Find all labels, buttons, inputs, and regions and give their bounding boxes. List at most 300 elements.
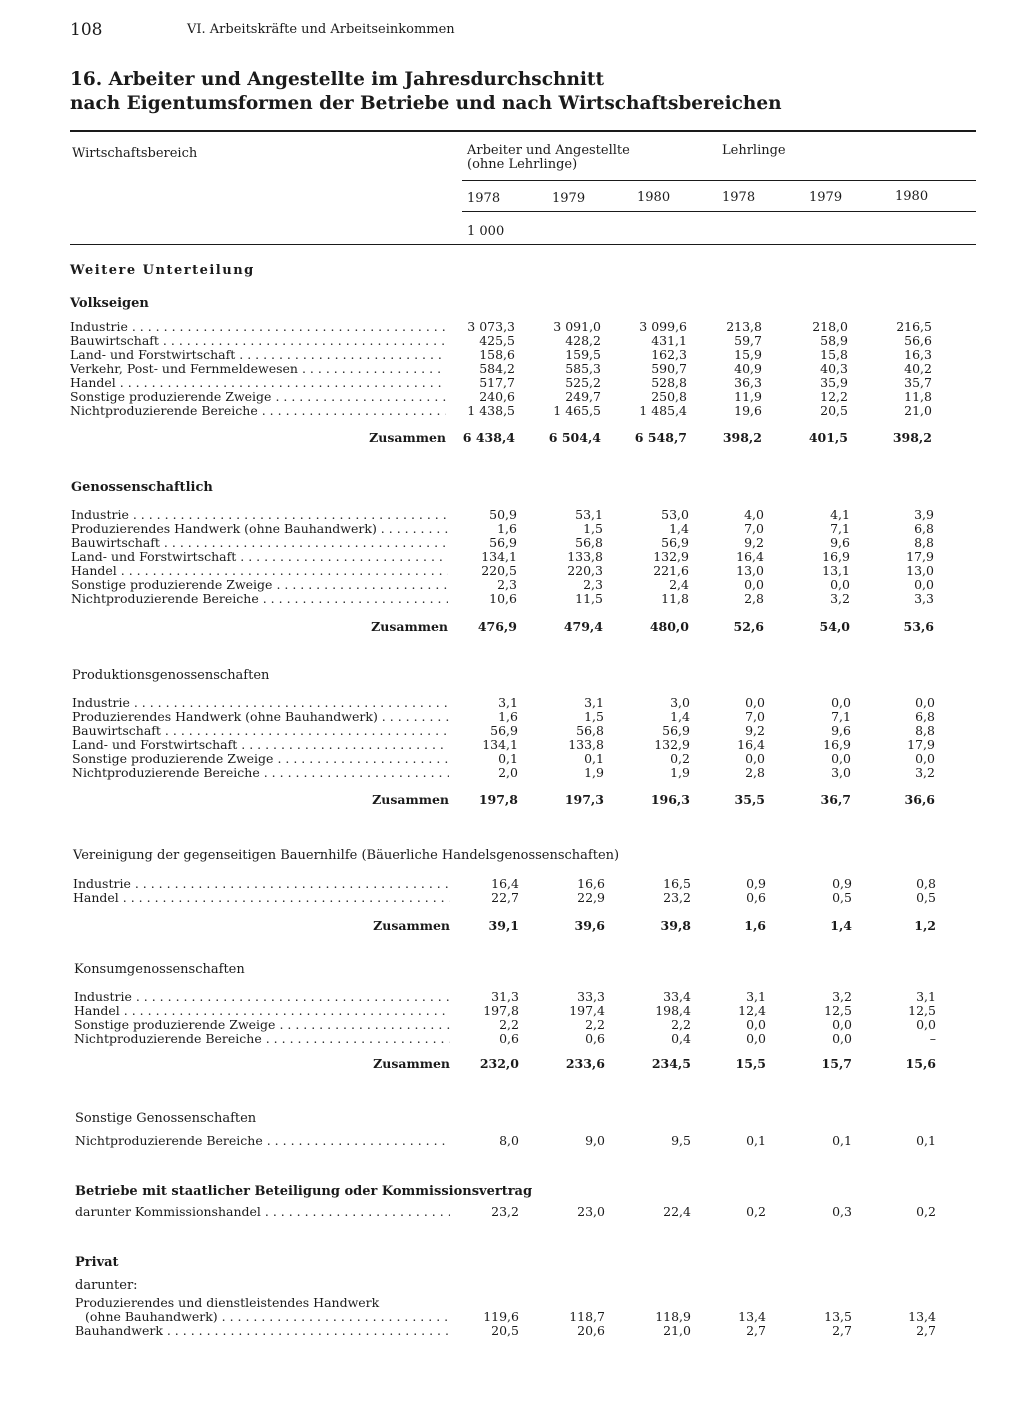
- table-cell: 132,9: [653, 549, 689, 564]
- row-label: Handel . . .: [73, 891, 450, 905]
- table-cell: 1,9: [670, 765, 690, 780]
- row-label: Land- und Forstwirtschaft . . .: [72, 738, 449, 752]
- table-cell: 58,9: [820, 333, 848, 348]
- total-cell: 53,6: [903, 619, 934, 634]
- total-label: Zusammen: [373, 918, 450, 933]
- table-cell: 16,3: [904, 347, 932, 362]
- table-row: [0, 1310, 1024, 1324]
- year-header: 1978: [722, 190, 756, 205]
- table-cell: 0,1: [498, 751, 518, 766]
- table-cell: 0,0: [832, 1031, 852, 1046]
- table-cell: 56,9: [662, 723, 690, 738]
- table-row: [0, 752, 1024, 766]
- table-row: [0, 891, 1024, 905]
- total-cell: 1,2: [914, 918, 936, 933]
- total-cell: 39,8: [660, 918, 691, 933]
- table-cell: 0,0: [745, 695, 765, 710]
- table-cell: 0,2: [746, 1204, 766, 1219]
- row-label: Produzierendes Handwerk (ohne Bauhandwerk) . . .: [72, 710, 449, 724]
- table-cell: 6,8: [914, 521, 934, 536]
- table-cell: 1 465,5: [553, 403, 601, 418]
- table-row: [0, 1004, 1024, 1018]
- total-cell: 401,5: [808, 430, 848, 445]
- row-label: Nichtproduzierende Bereiche . . .: [70, 404, 446, 418]
- table-cell: 56,9: [489, 535, 517, 550]
- table-cell: 22,9: [577, 890, 605, 905]
- total-cell: 479,4: [563, 619, 603, 634]
- total-cell: 234,5: [651, 1056, 691, 1071]
- table-row: [0, 508, 1024, 522]
- table-row: [0, 1018, 1024, 1032]
- row-label: Sonstige produzierende Zweige . . .: [71, 578, 448, 592]
- table-cell: 23,2: [663, 890, 691, 905]
- year-header: 1979: [552, 191, 586, 206]
- total-cell: 1,6: [744, 918, 766, 933]
- table-cell: 2,2: [671, 1017, 691, 1032]
- table-cell: 220,3: [567, 563, 603, 578]
- table-cell: 20,6: [577, 1323, 605, 1338]
- table-cell: 118,9: [655, 1309, 691, 1324]
- total-cell: 15,6: [905, 1056, 936, 1071]
- table-row: [0, 348, 1024, 362]
- title-line-2: nach Eigentumsformen der Betriebe und nach Wirtschaftsbereichen: [70, 93, 782, 114]
- table-cell: 162,3: [651, 347, 687, 362]
- row-label: Industrie . . .: [70, 320, 446, 334]
- main-heading: Weitere Unterteilung: [70, 263, 255, 278]
- table-cell: 2,7: [746, 1323, 766, 1338]
- table-cell: 12,4: [738, 1003, 766, 1018]
- table-cell: 3,1: [746, 989, 766, 1004]
- unit-label: 1 000: [467, 224, 505, 239]
- table-cell: 9,6: [831, 723, 851, 738]
- total-cell: 6 548,7: [634, 430, 687, 445]
- table-cell: 9,2: [744, 535, 764, 550]
- table-row: [0, 1324, 1024, 1338]
- table-cell: 197,8: [483, 1003, 519, 1018]
- table-cell: 0,0: [746, 1017, 766, 1032]
- table-row: [0, 738, 1024, 752]
- table-cell: 33,4: [663, 989, 691, 1004]
- row-label: Produzierendes und dienstleistendes Handwerk: [75, 1296, 380, 1310]
- total-cell: 1,4: [830, 918, 852, 933]
- table-row: [0, 710, 1024, 724]
- total-row: [0, 1057, 1024, 1071]
- total-label: Zusammen: [372, 792, 449, 807]
- section-title: Privat: [75, 1255, 119, 1270]
- table-cell: 0,0: [746, 1031, 766, 1046]
- section-subtitle: darunter:: [75, 1278, 138, 1293]
- table-cell: 1,5: [584, 709, 604, 724]
- total-cell: 52,6: [733, 619, 764, 634]
- table-cell: 35,9: [820, 375, 848, 390]
- table-cell: 0,0: [831, 751, 851, 766]
- table-cell: 2,8: [745, 765, 765, 780]
- table-cell: 59,7: [734, 333, 762, 348]
- table-row: [0, 390, 1024, 404]
- table-cell: 0,6: [499, 1031, 519, 1046]
- table-row: [0, 724, 1024, 738]
- table-cell: 17,9: [906, 549, 934, 564]
- table-cell: 19,6: [734, 403, 762, 418]
- table-cell: 0,3: [832, 1204, 852, 1219]
- row-label: Industrie . . .: [72, 696, 449, 710]
- table-cell: 240,6: [479, 389, 515, 404]
- table-cell: 0,6: [746, 890, 766, 905]
- group-rule: [462, 180, 976, 181]
- table-cell: 0,1: [916, 1133, 936, 1148]
- table-cell: 40,2: [904, 361, 932, 376]
- total-row: [0, 793, 1024, 807]
- table-cell: 4,1: [830, 507, 850, 522]
- row-label: Verkehr, Post- und Fernmeldewesen . . .: [70, 362, 446, 376]
- table-cell: 3,1: [916, 989, 936, 1004]
- table-cell: 2,2: [585, 1017, 605, 1032]
- row-label: Handel . . .: [74, 1004, 450, 1018]
- table-row: [0, 376, 1024, 390]
- table-cell: 7,0: [744, 521, 764, 536]
- table-cell: 3,2: [832, 989, 852, 1004]
- table-cell: 0,2: [670, 751, 690, 766]
- table-cell: 8,8: [914, 535, 934, 550]
- total-row: [0, 620, 1024, 634]
- table-cell: 31,3: [491, 989, 519, 1004]
- table-cell: 0,5: [832, 890, 852, 905]
- table-row: [0, 404, 1024, 418]
- table-cell: 7,0: [745, 709, 765, 724]
- table-cell: 0,1: [832, 1133, 852, 1148]
- table-cell: 2,3: [497, 577, 517, 592]
- row-label: Industrie . . .: [71, 508, 448, 522]
- table-row: [0, 1032, 1024, 1046]
- section-title: Konsumgenossenschaften: [74, 962, 245, 977]
- section-title: Betriebe mit staatlicher Beteiligung oder Kommissionsvertrag: [75, 1184, 533, 1199]
- table-cell: 0,4: [671, 1031, 691, 1046]
- table-cell: 2,7: [832, 1323, 852, 1338]
- year-header: 1978: [467, 191, 501, 206]
- table-cell: 159,5: [565, 347, 601, 362]
- row-label: Bauhandwerk . . .: [75, 1324, 450, 1338]
- table-cell: 13,1: [822, 563, 850, 578]
- row-label: Sonstige produzierende Zweige . . .: [72, 752, 449, 766]
- table-cell: 11,8: [661, 591, 689, 606]
- table-cell: 40,3: [820, 361, 848, 376]
- table-cell: 56,6: [904, 333, 932, 348]
- group-header-workers: [467, 144, 630, 172]
- year-header: 1980: [895, 189, 929, 204]
- table-cell: 133,8: [567, 549, 603, 564]
- table-cell: 528,8: [651, 375, 687, 390]
- total-cell: 35,5: [734, 792, 765, 807]
- table-cell: 0,0: [914, 577, 934, 592]
- table-cell: 197,4: [569, 1003, 605, 1018]
- table-cell: 16,6: [577, 876, 605, 891]
- table-cell: 33,3: [577, 989, 605, 1004]
- table-cell: 2,4: [669, 577, 689, 592]
- table-cell: 0,0: [830, 577, 850, 592]
- table-cell: 20,5: [491, 1323, 519, 1338]
- table-cell: 1,5: [583, 521, 603, 536]
- total-cell: 197,3: [564, 792, 604, 807]
- row-label: Bauwirtschaft . . .: [70, 334, 446, 348]
- table-cell: 3,2: [830, 591, 850, 606]
- table-row: [0, 320, 1024, 334]
- table-cell: 132,9: [654, 737, 690, 752]
- table-row: [0, 334, 1024, 348]
- table-row: [0, 1134, 1024, 1148]
- table-cell: 118,7: [569, 1309, 605, 1324]
- table-cell: 0,0: [744, 577, 764, 592]
- table-cell: 1 485,4: [639, 403, 687, 418]
- table-cell: 525,2: [565, 375, 601, 390]
- table-cell: 7,1: [830, 521, 850, 536]
- total-cell: 36,6: [904, 792, 935, 807]
- row-label: darunter Kommissionshandel . . .: [75, 1205, 450, 1219]
- table-cell: 6,8: [915, 709, 935, 724]
- row-label: Bauwirtschaft . . .: [71, 536, 448, 550]
- total-cell: 54,0: [819, 619, 850, 634]
- group-header-apprentices: Lehrlinge: [722, 143, 786, 158]
- table-cell: 218,0: [812, 319, 848, 334]
- table-row: [0, 592, 1024, 606]
- table-cell: 213,8: [726, 319, 762, 334]
- table-cell: 133,8: [568, 737, 604, 752]
- table-cell: 9,0: [585, 1133, 605, 1148]
- table-cell: 2,7: [916, 1323, 936, 1338]
- total-cell: 15,5: [735, 1056, 766, 1071]
- table-cell: 0,0: [915, 751, 935, 766]
- section-title: Produktionsgenossenschaften: [72, 668, 270, 683]
- table-cell: 0,0: [915, 695, 935, 710]
- table-cell: 20,5: [820, 403, 848, 418]
- total-cell: 233,6: [565, 1056, 605, 1071]
- section-title: Volkseigen: [70, 296, 149, 311]
- table-cell: 134,1: [482, 737, 518, 752]
- row-label: Nichtproduzierende Bereiche . . .: [74, 1032, 450, 1046]
- total-cell: 15,7: [821, 1056, 852, 1071]
- table-cell: 35,7: [904, 375, 932, 390]
- table-cell: 3,3: [914, 591, 934, 606]
- table-cell: 10,6: [489, 591, 517, 606]
- section-title: Vereinigung der gegenseitigen Bauernhilfe (Bäuerliche Handelsgenossenschaften): [73, 848, 620, 863]
- table-cell: 13,4: [738, 1309, 766, 1324]
- table-cell: 216,5: [896, 319, 932, 334]
- section-title: Sonstige Genossenschaften: [75, 1111, 257, 1126]
- table-cell: 13,5: [824, 1309, 852, 1324]
- row-label: Bauwirtschaft . . .: [72, 724, 449, 738]
- table-cell: 3 073,3: [467, 319, 515, 334]
- table-cell: 1,6: [498, 709, 518, 724]
- table-cell: 12,5: [824, 1003, 852, 1018]
- row-label: Land- und Forstwirtschaft . . .: [71, 550, 448, 564]
- table-row: [0, 990, 1024, 1004]
- row-label: Nichtproduzierende Bereiche . . .: [71, 592, 448, 606]
- row-label: Industrie . . .: [73, 877, 450, 891]
- table-cell: 0,0: [832, 1017, 852, 1032]
- row-label: Sonstige produzierende Zweige . . .: [70, 390, 446, 404]
- total-cell: 197,8: [478, 792, 518, 807]
- row-label: Produzierendes Handwerk (ohne Bauhandwerk) . . .: [71, 522, 448, 536]
- row-label: Sonstige produzierende Zweige . . .: [74, 1018, 450, 1032]
- table-cell: 0,8: [916, 876, 936, 891]
- table-cell: 3,1: [498, 695, 518, 710]
- table-cell: 3,1: [584, 695, 604, 710]
- table-cell: 158,6: [479, 347, 515, 362]
- table-cell: 249,7: [565, 389, 601, 404]
- table-cell: 9,6: [830, 535, 850, 550]
- table-row: [0, 1205, 1024, 1219]
- table-cell: 56,9: [490, 723, 518, 738]
- table-title: [70, 68, 970, 116]
- table-row: [0, 877, 1024, 891]
- table-cell: 22,7: [491, 890, 519, 905]
- group-header-workers-line2: (ohne Lehrlinge): [467, 157, 578, 172]
- table-cell: 40,9: [734, 361, 762, 376]
- table-row: [0, 536, 1024, 550]
- table-cell: 3,0: [831, 765, 851, 780]
- table-cell: 21,0: [663, 1323, 691, 1338]
- total-cell: 398,2: [722, 430, 762, 445]
- table-cell: 16,4: [491, 876, 519, 891]
- table-cell: 2,3: [583, 577, 603, 592]
- table-cell: 16,9: [822, 549, 850, 564]
- table-cell: 431,1: [651, 333, 687, 348]
- row-label: Nichtproduzierende Bereiche . . .: [72, 766, 449, 780]
- table-cell: 16,4: [736, 549, 764, 564]
- table-cell: 1,6: [497, 521, 517, 536]
- table-cell: 4,0: [744, 507, 764, 522]
- table-cell: 1 438,5: [467, 403, 515, 418]
- total-row: [0, 919, 1024, 933]
- total-cell: 6 504,4: [548, 430, 601, 445]
- table-row: [0, 362, 1024, 376]
- top-rule: [70, 130, 976, 132]
- table-cell: 590,7: [651, 361, 687, 376]
- table-cell: 428,2: [565, 333, 601, 348]
- table-cell: 56,8: [576, 723, 604, 738]
- table-cell: 9,5: [671, 1133, 691, 1148]
- total-cell: 476,9: [477, 619, 517, 634]
- table-cell: 8,8: [915, 723, 935, 738]
- table-cell: 2,8: [744, 591, 764, 606]
- table-cell: 13,4: [908, 1309, 936, 1324]
- table-cell: 11,8: [904, 389, 932, 404]
- table-cell: 53,0: [661, 507, 689, 522]
- table-cell: 220,5: [481, 563, 517, 578]
- table-cell: 11,9: [734, 389, 762, 404]
- table-cell: 16,9: [823, 737, 851, 752]
- table-cell: 16,5: [663, 876, 691, 891]
- row-label: Nichtproduzierende Bereiche . . .: [75, 1134, 450, 1148]
- table-cell: 8,0: [499, 1133, 519, 1148]
- row-label: (ohne Bauhandwerk) . . .: [85, 1310, 450, 1324]
- table-cell: 585,3: [565, 361, 601, 376]
- table-cell: 0,1: [584, 751, 604, 766]
- group-header-workers-line1: Arbeiter und Angestellte: [467, 143, 630, 158]
- table-cell: 22,4: [663, 1204, 691, 1219]
- total-cell: 232,0: [479, 1056, 519, 1071]
- table-cell: 17,9: [907, 737, 935, 752]
- table-row: [0, 766, 1024, 780]
- section-title: Genossenschaftlich: [71, 480, 213, 495]
- table-row: [0, 696, 1024, 710]
- table-cell: 21,0: [904, 403, 932, 418]
- table-cell: 23,0: [577, 1204, 605, 1219]
- total-cell: 36,7: [820, 792, 851, 807]
- table-cell: 50,9: [489, 507, 517, 522]
- header-bottom-rule: [70, 244, 976, 245]
- total-label: Zusammen: [373, 1056, 450, 1071]
- table-row: [0, 522, 1024, 536]
- row-label: Industrie . . .: [74, 990, 450, 1004]
- table-cell: 13,0: [906, 563, 934, 578]
- table-cell: 7,1: [831, 709, 851, 724]
- table-cell: 2,2: [499, 1017, 519, 1032]
- table-cell: 2,0: [498, 765, 518, 780]
- page-number: 108: [70, 20, 103, 40]
- total-cell: 196,3: [650, 792, 690, 807]
- table-cell: 3,9: [914, 507, 934, 522]
- stub-header: Wirtschaftsbereich: [72, 146, 198, 161]
- table-cell: 0,9: [746, 876, 766, 891]
- total-label: Zusammen: [371, 619, 448, 634]
- total-row: [0, 431, 1024, 445]
- table-cell: 0,0: [831, 695, 851, 710]
- table-cell: 1,4: [669, 521, 689, 536]
- table-cell: 12,5: [908, 1003, 936, 1018]
- table-cell: 3 091,0: [553, 319, 601, 334]
- total-cell: 39,6: [574, 918, 605, 933]
- year-header: 1979: [809, 190, 843, 205]
- table-cell: 56,8: [575, 535, 603, 550]
- table-row: [0, 564, 1024, 578]
- table-cell: 3,2: [915, 765, 935, 780]
- table-cell: 16,4: [737, 737, 765, 752]
- table-row: [0, 578, 1024, 592]
- table-cell: 3 099,6: [639, 319, 687, 334]
- total-label: Zusammen: [369, 430, 446, 445]
- row-label: Handel . . .: [71, 564, 448, 578]
- table-cell: 0,0: [916, 1017, 936, 1032]
- table-cell: 23,2: [491, 1204, 519, 1219]
- table-cell: 134,1: [481, 549, 517, 564]
- year-header: 1980: [637, 190, 671, 205]
- running-head: VI. Arbeitskräfte und Arbeitseinkommen: [187, 22, 455, 37]
- table-cell: 0,5: [916, 890, 936, 905]
- table-cell: 12,2: [820, 389, 848, 404]
- table-cell: –: [929, 1031, 936, 1046]
- total-cell: 6 438,4: [462, 430, 515, 445]
- table-cell: 517,7: [479, 375, 515, 390]
- table-cell: 9,2: [745, 723, 765, 738]
- table-cell: 13,0: [736, 563, 764, 578]
- title-line-1: 16. Arbeiter und Angestellte im Jahresdurchschnitt: [70, 69, 605, 90]
- table-cell: 0,6: [585, 1031, 605, 1046]
- table-cell: 221,6: [653, 563, 689, 578]
- total-cell: 39,1: [488, 918, 519, 933]
- table-cell: 425,5: [479, 333, 515, 348]
- row-label: Handel . . .: [70, 376, 446, 390]
- table-cell: 0,2: [916, 1204, 936, 1219]
- table-cell: 11,5: [575, 591, 603, 606]
- row-label: Land- und Forstwirtschaft . . .: [70, 348, 446, 362]
- table-cell: 0,9: [832, 876, 852, 891]
- table-cell: 0,1: [746, 1133, 766, 1148]
- table-row: [0, 1296, 1024, 1310]
- year-rule: [462, 211, 976, 212]
- table-cell: 3,0: [670, 695, 690, 710]
- table-cell: 198,4: [655, 1003, 691, 1018]
- table-cell: 0,0: [745, 751, 765, 766]
